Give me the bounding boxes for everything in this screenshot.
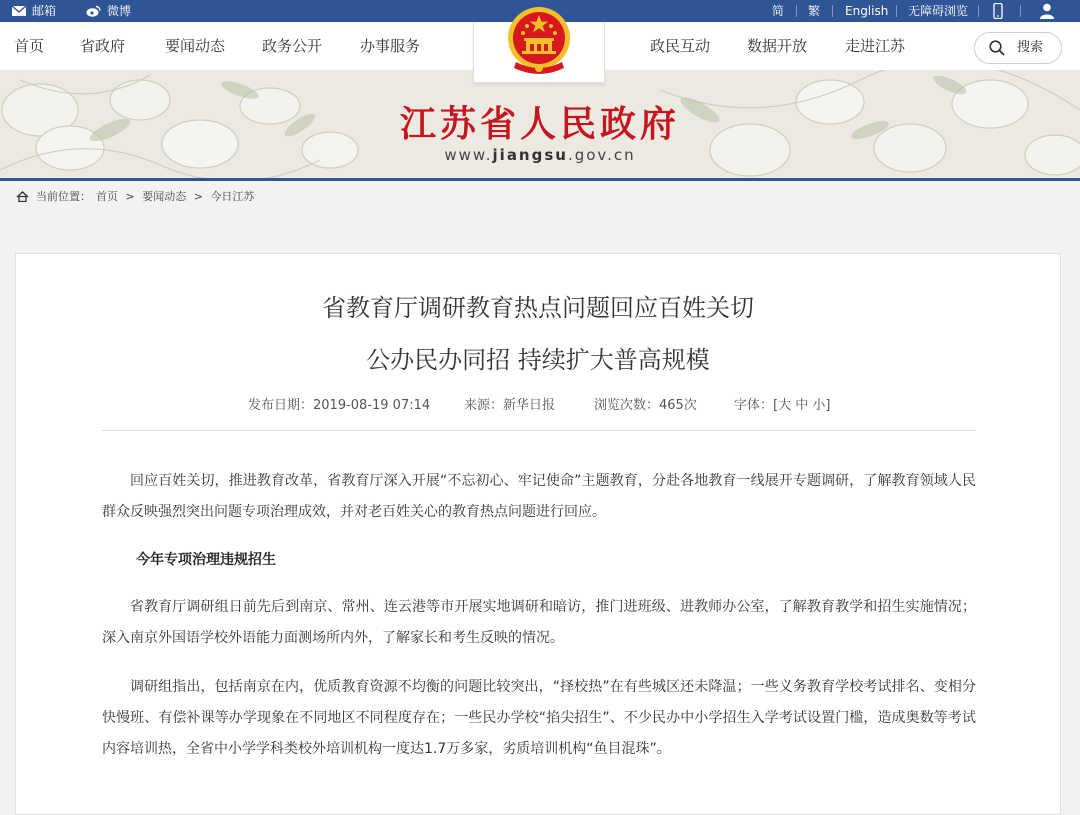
publish-date: 发布日期：2019-08-19 07:14 [248, 398, 431, 413]
article-source: 来源：新华日报 [464, 398, 556, 413]
separator [1020, 5, 1021, 17]
english-link[interactable]: English [845, 4, 889, 18]
nav-public-interaction[interactable]: 政民互动 [650, 37, 711, 55]
url-prefix: www. [444, 146, 493, 164]
emblem-container [473, 22, 605, 83]
mobile-icon[interactable] [993, 3, 1003, 19]
font-size-selector[interactable]: 字体：[大 中 小] [734, 398, 831, 413]
mail-label: 邮箱 [32, 4, 57, 18]
article-paragraph: 调研组指出，包括南京在内，优质教育资源不均衡的问题比较突出，“择校热”在有些城区还未降温；一些义务教育学校考试排名、变相分快慢班、有偿补课等办学现象在不同地区不同程度存在；一些民办学校“掐尖招生”、不少民办中小学招生入学考试设置门槛，造成奥数等考试内容培训热，全省中小学学科类校外培训机构一度达1.7万多家，劣质培训机构“鱼目混珠”。 [102, 679, 976, 757]
separator [796, 5, 797, 17]
nav-home[interactable]: 首页 [14, 37, 45, 55]
nav-news[interactable]: 要闻动态 [165, 37, 226, 55]
article-subtitle: 公办民办同招 持续扩大普高规模 [366, 346, 710, 374]
site-title: 江苏省人民政府 [399, 103, 680, 145]
weibo-label: 微博 [107, 4, 132, 18]
nav-government-affairs[interactable]: 政务公开 [262, 37, 323, 55]
section-heading: 今年专项治理违规招生 [136, 552, 276, 568]
accessible-browsing-link[interactable]: 无障碍浏览 [908, 4, 969, 18]
nav-open-data[interactable]: 数据开放 [747, 37, 808, 55]
separator [896, 5, 897, 17]
weibo-icon [86, 5, 101, 17]
breadcrumb-item-news[interactable]: 要闻动态 [142, 190, 187, 203]
site-banner [0, 70, 1080, 178]
article-paragraph: 回应百姓关切，推进教育改革，省教育厅深入开展“不忘初心、牢记使命”主题教育，分赴各地教育一线展开专题调研，了解教育领域人民群众反映强烈突出问题专项治理成效，并对老百姓关心的教育热点问题进行回应。 [102, 473, 976, 520]
breadcrumb [0, 181, 1080, 213]
breadcrumb-label: 当前位置： [36, 190, 91, 203]
separator [978, 5, 979, 17]
mail-icon [12, 6, 26, 16]
view-count: 浏览次数：465次 [594, 398, 697, 413]
search-button[interactable] [974, 32, 1062, 64]
url-domain: jiangsu [492, 146, 568, 164]
breadcrumb-separator: > [193, 190, 203, 203]
article-card [15, 253, 1061, 815]
nav-provincial-government[interactable]: 省政府 [80, 37, 126, 55]
article-title: 省教育厅调研教育热点问题回应百姓关切 [322, 294, 754, 322]
main-navigation [0, 22, 1080, 71]
simplified-chinese-link[interactable]: 简 [772, 4, 785, 18]
search-label: 搜索 [1017, 40, 1044, 55]
traditional-chinese-link[interactable]: 繁 [808, 4, 821, 18]
user-icon[interactable] [1040, 3, 1054, 19]
breadcrumb-separator: > [125, 190, 135, 203]
home-icon [16, 191, 29, 202]
article-paragraph: 省教育厅调研组日前先后到南京、常州、连云港等市开展实地调研和暗访，推门进班级、进教师办公室，了解教育教学和招生实施情况；深入南京外国语学校外语能力面测场所内外，了解家长和考生反映的情况。 [102, 599, 976, 646]
nav-about-jiangsu[interactable]: 走进江苏 [845, 37, 906, 55]
separator [832, 5, 833, 17]
mail-link[interactable] [12, 0, 56, 22]
weibo-link[interactable] [86, 0, 131, 22]
meta-divider [102, 430, 976, 431]
search-icon [989, 40, 1005, 56]
breadcrumb-item-home[interactable]: 首页 [96, 190, 118, 203]
breadcrumb-path [96, 181, 258, 213]
nav-services[interactable]: 办事服务 [360, 37, 421, 55]
site-url [0, 146, 1080, 164]
breadcrumb-item-today-jiangsu[interactable]: 今日江苏 [210, 190, 255, 203]
national-emblem-logo[interactable] [504, 2, 574, 78]
url-suffix: .gov.cn [567, 146, 636, 164]
